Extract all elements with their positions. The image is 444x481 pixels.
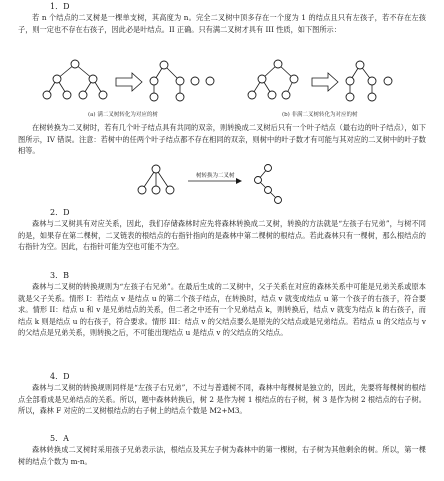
- figure-tree-to-binary-tree: [136, 164, 336, 204]
- answer-3-number: 3．B: [50, 271, 69, 280]
- answer-4-paragraph: 森林与二叉树的转换规则同样是“左孩子右兄弟”，不过与普通树不同，森林中每棵树是独立的，因此，先要将每棵树的根结点全部看成是兄弟结点的关系。所以，题中森林转换后，树 2 是作为树 1 根结点的右子树，树 3 是作为树 2 根结点的右子树。所以，森林 F 对应的二叉树根结点的右子树上的结点个数是 M2+M3。: [18, 383, 426, 416]
- converted-binary-tree-diagram: [255, 165, 282, 204]
- resulting-tree-b-diagram: [346, 61, 392, 101]
- answer-5-paragraph: 森林转换成二叉树时采用孩子兄弟表示法，根结点及其左子树为森林中的第一棵树，右子树为其他剩余的树。所以，第一棵树的结点个数为 m-n。: [18, 445, 426, 466]
- answer-3-paragraph: 森林与二叉树的转换规则为“左孩子右兄弟”。在最后生成的二叉树中，父子关系在对应的森林关系中可能是兄弟关系或原本就是父子关系。情形 I：若结点 v 是结点 u 的第二个孩子结点，在转换时，结点 v 就变成结点 u 第一个孩子的右孩子，符合要求。情形 II：结点 u 和 v 是兄弟结点的关系，但二者之中还有一个兄弟结点 k，则转换后，结点 v 就变为结点 k 的右孩子，而结点 k 则是结点 u 的右孩子，符合要求。情形 III：结点 v 的父结点要么是原先的父结点或是兄弟结点。若结点 u 的父结点与 v 的父结点是兄弟关系，则转换之后，不可能出现结点 u 是结点 v 的父结点的父结点。: [18, 282, 426, 338]
- resulting-tree-a-diagram: [150, 61, 214, 101]
- answer-1-paragraph-1: 若 n 个结点的二叉树是一棵单支树，其高度为 n。完全二叉树中顶多存在一个度为 1 的结点且只有左孩子，若不存在左孩子，则一定也不存在右孩子，因此必是叶结点。II 正确。只有满二叉树才具有 III 性质，如下图所示：: [18, 13, 426, 34]
- figure-1-caption-a: (a) 满二叉树转化为对应的树: [88, 112, 158, 118]
- figure-2-arrow-label: 树转换为二叉树: [196, 173, 235, 179]
- answer-4-number: 4．D: [50, 372, 70, 381]
- non-full-binary-tree-diagram: [248, 60, 298, 99]
- figure-1-caption-b: (b) 非满二叉树转化为对应的树: [282, 112, 358, 118]
- answer-1-paragraph-2: 在树转换为二叉树时，若有几个叶子结点具有共同的双亲，则转换成二叉树后只有一个叶子结点（最右边的叶子结点），如下图所示，IV 错误。注意：若树中的任两个叶子结点都不存在相同的双亲，则树中的叶子数才有可能与其对应的二叉树中的叶子数相等。: [18, 123, 426, 156]
- answer-1-number: 1．D: [50, 2, 70, 11]
- answer-2-number: 2．D: [50, 208, 70, 217]
- full-binary-tree-diagram: [43, 60, 107, 99]
- answer-2-paragraph: 森林与二叉树具有对应关系，因此，我们存储森林时应先将森林转换成二叉树，转换的方法就是“左孩子右兄弟”，与树不同的是，如果存在第二棵树，二叉链表的根结点的右指针指向的是森林中第二棵树的根结点。若此森林只有一棵树，那么根结点的右指针为空。因此，右指针可能为空也可能不为空。: [18, 219, 426, 252]
- tree-with-shared-parent-diagram: [138, 165, 174, 194]
- transform-arrow-a: [116, 73, 142, 91]
- answer-5-number: 5．A: [50, 434, 69, 443]
- transform-arrow-b: [312, 73, 338, 91]
